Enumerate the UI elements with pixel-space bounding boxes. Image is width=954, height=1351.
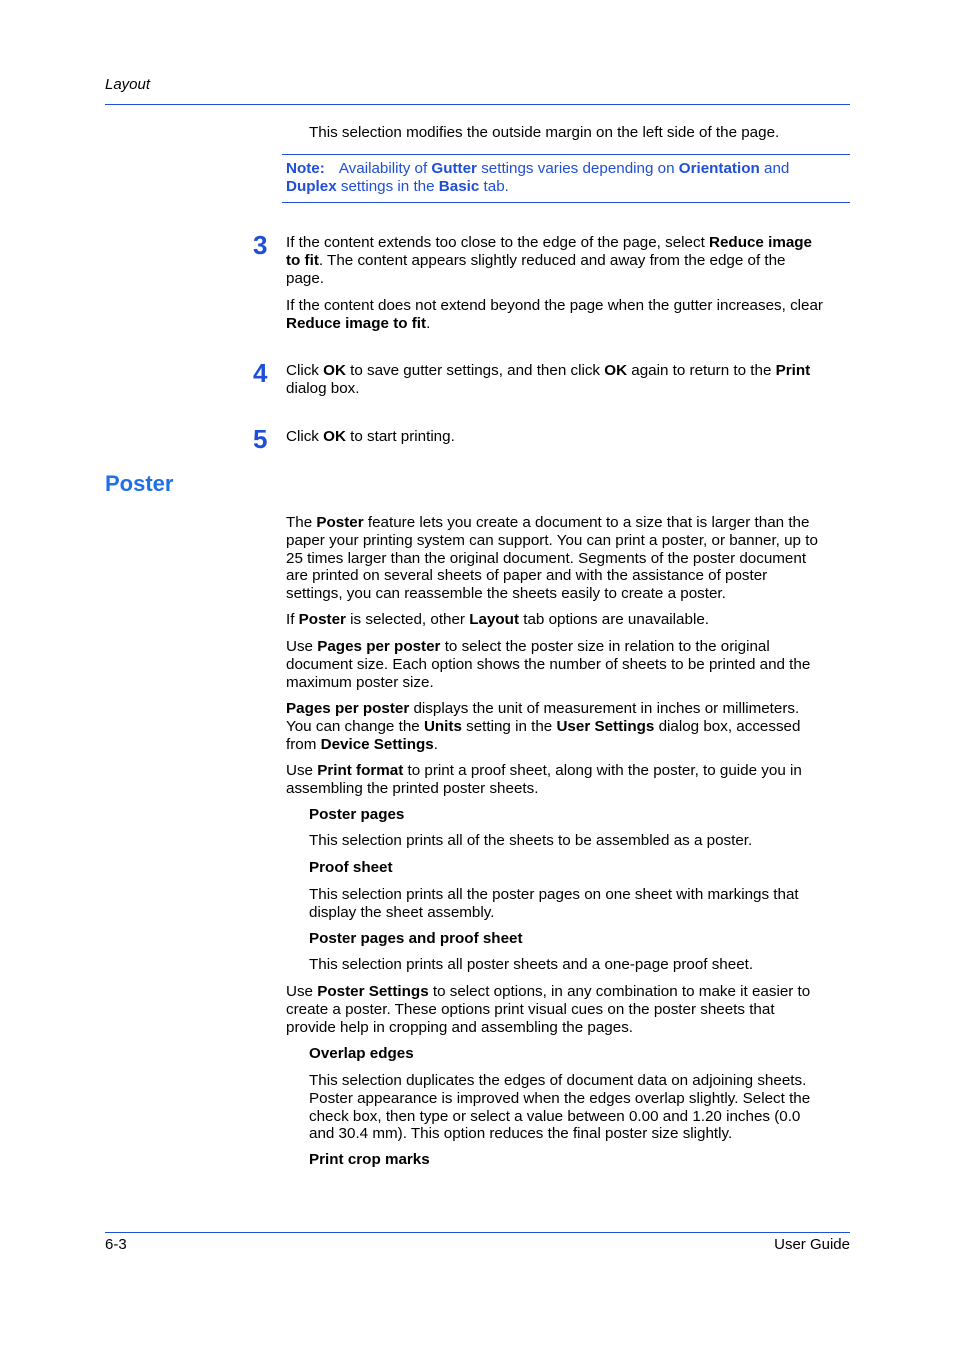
text: create a poster. These options print visual cues on the poster sheets that	[286, 1000, 775, 1018]
bold-term: Pages per poster	[286, 700, 410, 717]
text: Use	[286, 638, 318, 655]
text: .	[433, 735, 438, 753]
section-title-poster: Poster	[105, 471, 174, 496]
subheading-overlap-edges: Overlap edges	[309, 1045, 414, 1062]
text: and 30.4 mm). This option reduces the final poster size slightly.	[309, 1125, 733, 1143]
text: settings, you can reassemble the sheets easily to create a poster.	[286, 585, 726, 603]
text: to save gutter settings, and then click	[345, 362, 605, 379]
step-number: 5	[253, 424, 268, 454]
bold-term: Poster	[316, 514, 364, 531]
text: 25 times larger than the original document. Segments of the poster document	[286, 549, 807, 567]
bold-term: Reduce image to fit	[286, 314, 427, 332]
bold-term: OK	[604, 362, 628, 379]
step-4-text	[286, 362, 851, 398]
text: to start printing.	[345, 428, 455, 445]
text: setting in the	[461, 717, 557, 735]
note-bottom-rule	[282, 202, 850, 203]
step-5-text	[286, 428, 455, 446]
subheading-poster-and-proof: Poster pages and proof sheet	[309, 930, 523, 947]
print-format-paragraph	[286, 762, 851, 798]
text: Use	[286, 983, 318, 1000]
page-number: 6-3	[105, 1236, 127, 1253]
text: display the sheet assembly.	[309, 903, 495, 921]
bold-term: Poster Settings	[317, 983, 429, 1000]
text: check box, then type or select a value between 0.00 and 1.20 inches (0.0	[309, 1107, 801, 1125]
overlap-edges-description	[309, 1072, 849, 1143]
text: Click	[286, 428, 324, 445]
step-3-note	[286, 297, 851, 333]
note-basic: Basic	[438, 178, 480, 195]
note-gutter: Gutter	[431, 160, 477, 177]
poster-intro	[286, 514, 851, 603]
text: to print a proof sheet, along with the poster, to guide you in	[403, 762, 802, 779]
note-block	[286, 160, 846, 196]
guide-title: User Guide	[774, 1236, 850, 1253]
text: If the content does not extend beyond the page when the gutter increases, clear	[286, 297, 823, 314]
bold-term: Layout	[469, 611, 520, 628]
note-text: settings varies depending on	[476, 160, 679, 177]
text: maximum poster size.	[286, 673, 434, 691]
note-text: Availability of	[338, 160, 432, 177]
pages-per-poster-paragraph	[286, 638, 851, 691]
bold-term: Print format	[317, 762, 404, 779]
running-header: Layout	[105, 76, 151, 93]
bold-term: Pages per poster	[317, 638, 441, 655]
bold-term: User Settings	[556, 717, 655, 735]
text: If the content extends too close to the edge of the page, select	[286, 234, 710, 251]
bold-term: Reduce image	[709, 234, 812, 251]
bold-term: Device Settings	[320, 735, 434, 753]
bold-term: Poster	[298, 611, 346, 628]
units-paragraph	[286, 700, 851, 753]
text: are printed on several sheets of paper and with the assistance of poster	[286, 567, 768, 585]
text: . The content appears slightly reduced and away from the edge of the	[318, 251, 786, 269]
text: .	[426, 314, 431, 332]
text: page.	[286, 269, 325, 287]
footer-rule	[105, 1232, 850, 1233]
subheading-print-crop-marks: Print crop marks	[309, 1151, 430, 1168]
step-number: 3	[253, 230, 268, 260]
bold-term: OK	[323, 428, 346, 445]
step-number: 4	[253, 358, 268, 388]
bold-term: Print	[775, 362, 811, 379]
text: paper your printing system can support. You can print a poster, or banner, up to	[286, 531, 818, 549]
poster-and-proof-description: This selection prints all poster sheets and a one-page proof sheet.	[309, 956, 754, 973]
note-orientation: Orientation	[678, 160, 760, 177]
text: again to return to the	[627, 362, 776, 379]
step-3-text	[286, 234, 851, 287]
subheading-proof-sheet: Proof sheet	[309, 859, 393, 876]
note-duplex: Duplex	[286, 178, 337, 195]
note-text: tab.	[479, 178, 509, 195]
text: Poster appearance is improved when the edges overlap slightly. Select the	[309, 1089, 811, 1107]
text: to select the poster size in relation to the original	[440, 638, 770, 655]
note-top-rule	[282, 154, 850, 155]
header-rule	[105, 104, 850, 105]
text: provide help in cropping and assembling the pages.	[286, 1018, 634, 1036]
note-label: Note:	[286, 160, 325, 177]
bold-term: to fit	[286, 251, 319, 269]
text: This selection duplicates the edges of document data on adjoining sheets.	[309, 1072, 807, 1089]
gutter-left-description: This selection modifies the outside margin on the left side of the page.	[309, 124, 780, 141]
text: The	[286, 514, 317, 531]
poster-availability	[286, 611, 709, 629]
bold-term: Units	[423, 717, 462, 735]
text: Click	[286, 362, 324, 379]
bold-term: OK	[323, 362, 346, 379]
text: If	[286, 611, 299, 628]
note-text: settings in the	[336, 178, 439, 195]
text: tab options are unavailable.	[519, 611, 709, 628]
text: This selection prints all the poster pages on one sheet with markings that	[309, 886, 799, 903]
text: document size. Each option shows the number of sheets to be printed and the	[286, 655, 811, 673]
proof-sheet-description	[309, 886, 849, 922]
text: feature lets you create a document to a size that is larger than the	[363, 514, 810, 531]
text: assembling the printed poster sheets.	[286, 779, 539, 797]
note-text: and	[759, 160, 790, 177]
text: You can change the	[286, 717, 424, 735]
poster-settings-paragraph	[286, 983, 851, 1036]
text: is selected, other	[345, 611, 470, 628]
text: Use	[286, 762, 318, 779]
text: from	[286, 735, 321, 753]
text: dialog box.	[286, 379, 360, 397]
text: displays the unit of measurement in inches or millimeters.	[409, 700, 800, 717]
subheading-poster-pages: Poster pages	[309, 806, 405, 823]
poster-pages-description: This selection prints all of the sheets to be assembled as a poster.	[309, 832, 753, 849]
text: dialog box, accessed	[654, 717, 801, 735]
text: to select options, in any combination to make it easier to	[428, 983, 811, 1000]
